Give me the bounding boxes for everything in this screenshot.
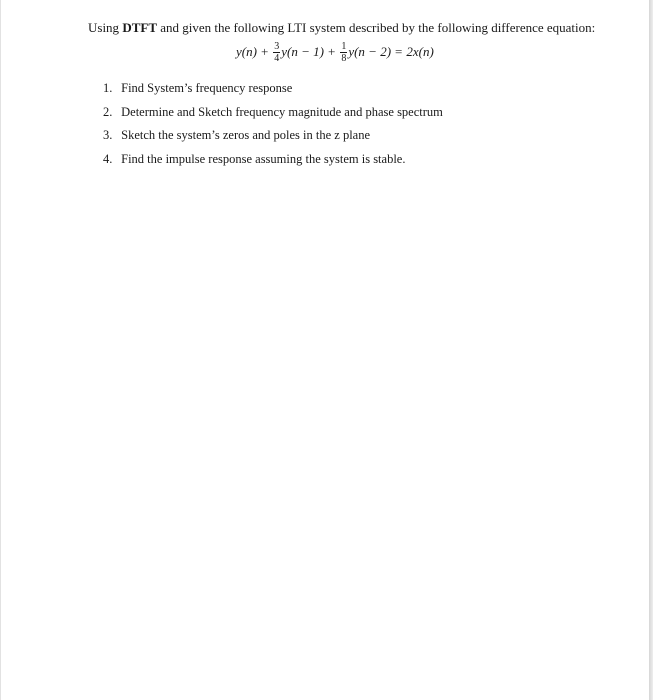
task-item bbox=[103, 79, 443, 103]
intro-dtft-bold: DTFT bbox=[122, 20, 157, 35]
task-list bbox=[103, 79, 443, 173]
task-text: Determine and Sketch frequency magnitude and phase spectrum bbox=[121, 104, 443, 119]
frac2-denominator: 8 bbox=[341, 52, 347, 64]
task-text: Sketch the system’s zeros and poles in the z plane bbox=[121, 128, 371, 142]
task-number: 4. bbox=[103, 151, 113, 166]
page-left-edge bbox=[0, 0, 1, 700]
intro-text-end: and given the following LTI system described by the following difference equation: bbox=[156, 20, 596, 35]
eq-fraction-3-4 bbox=[273, 41, 280, 64]
page-right-edge-shadow bbox=[649, 0, 653, 700]
eq-plus-2: + bbox=[327, 44, 336, 59]
eq-fraction-1-8 bbox=[340, 41, 347, 64]
frac1-denominator: 4 bbox=[274, 52, 280, 64]
difference-equation bbox=[236, 37, 434, 67]
eq-term-y-n: y(n) bbox=[236, 44, 257, 59]
problem-intro bbox=[88, 20, 600, 36]
eq-rhs-2x-n: 2x(n) bbox=[406, 44, 434, 59]
eq-term-y-n-minus-2: y(n − 2) bbox=[348, 44, 392, 59]
frac1-numerator: 3 bbox=[274, 40, 280, 52]
task-text: Find the impulse response assuming the system is stable. bbox=[121, 151, 406, 166]
task-item bbox=[103, 126, 443, 150]
eq-equals: = bbox=[395, 44, 403, 59]
task-item bbox=[103, 150, 443, 174]
task-number: 3. bbox=[103, 128, 113, 142]
task-item bbox=[103, 103, 443, 127]
task-number: 2. bbox=[103, 104, 113, 119]
intro-text-start: Using bbox=[88, 20, 123, 35]
task-text: Find System’s frequency response bbox=[121, 81, 293, 95]
task-number: 1. bbox=[103, 81, 113, 95]
eq-term-y-n-minus-1: y(n − 1) bbox=[281, 44, 324, 59]
frac2-numerator: 1 bbox=[341, 40, 347, 52]
eq-plus-1: + bbox=[260, 44, 269, 59]
